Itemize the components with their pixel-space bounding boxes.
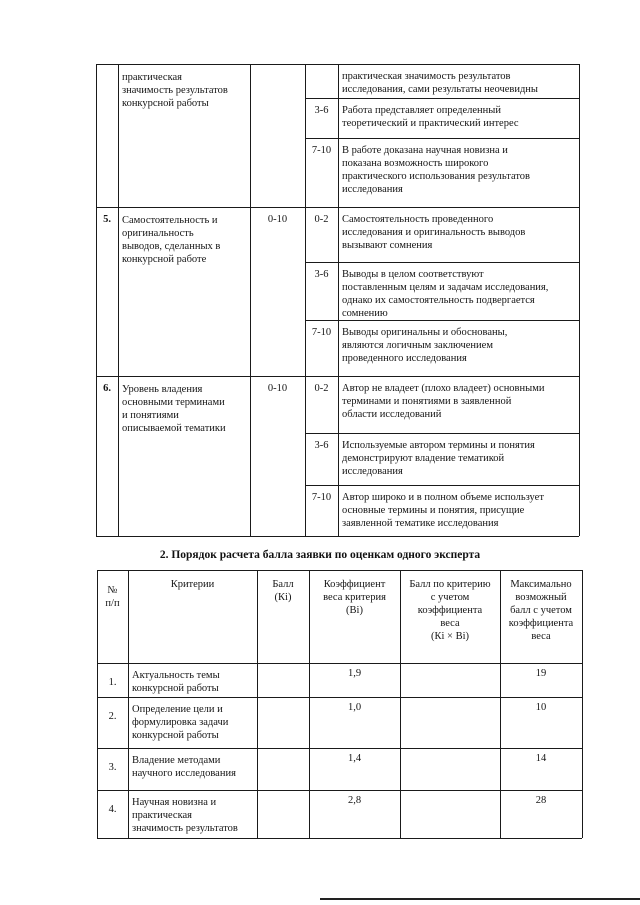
score-description-line: показана возможность широкого — [342, 158, 489, 169]
score-description-line: теоретический и практический интерес — [342, 118, 519, 129]
header-num-line: № — [107, 585, 118, 596]
score-description-line: Выводы в целом соответствуют — [342, 269, 484, 280]
max-score: 10 — [535, 702, 547, 713]
header-coefficient-line: (Вi) — [346, 605, 363, 616]
table2-hrule — [97, 570, 582, 571]
weight-coefficient: 1,0 — [347, 702, 362, 713]
sub-score: 0-2 — [314, 214, 329, 225]
criterion-name — [132, 754, 255, 780]
criterion-name-line: практическая — [132, 810, 192, 821]
score-description-line: являются логичным заключением — [342, 340, 493, 351]
table2-vline — [257, 570, 258, 838]
header-max-score-line: балл с учетом — [510, 605, 572, 616]
criterion-name-line: конкурсной работы — [122, 98, 209, 109]
score-description-line: практического использования результатов — [342, 171, 530, 182]
criterion-name-line: и понятиями — [122, 410, 179, 421]
row-number: 1. — [108, 677, 117, 688]
bottom-rule — [320, 898, 640, 900]
criterion-name-line: научного исследования — [132, 768, 236, 779]
header-max-score-line: Максимально — [510, 579, 572, 590]
score-description-line: В работе доказана научная новизна и — [342, 145, 508, 156]
header-score-line: Балл — [272, 579, 294, 590]
header-score-line: (Кi) — [274, 592, 292, 603]
row-number: 4. — [108, 804, 117, 815]
weight-coefficient: 2,8 — [347, 795, 362, 806]
criterion-name-line: конкурсной работы — [132, 683, 219, 694]
table2-vline — [97, 570, 98, 838]
table2-hrule — [97, 663, 582, 664]
header-num — [97, 584, 128, 610]
criterion-name-line: Определение цели и — [132, 704, 223, 715]
section-heading: 2. Порядок расчета балла заявки по оценкам одного эксперта — [159, 549, 481, 561]
max-score: 28 — [535, 795, 547, 806]
header-coefficient — [309, 578, 400, 617]
table2-hrule — [97, 838, 582, 839]
criterion-name-line: значимость результатов — [132, 823, 238, 834]
header-weighted-score-line: (Кi × Вi) — [430, 631, 469, 642]
criterion-name — [132, 796, 255, 835]
sub-score: 7-10 — [311, 327, 332, 338]
header-max-score — [500, 578, 582, 643]
header-weighted-score-line: Балл по критерию — [409, 579, 491, 590]
row-number: 3. — [108, 762, 117, 773]
score-range: 0-10 — [267, 214, 288, 225]
row-number: 5. — [103, 214, 111, 225]
header-weighted-score-line: коэффициента — [417, 605, 483, 616]
score-description-line: Используемые автором термины и понятия — [342, 440, 535, 451]
table2-hrule — [97, 790, 582, 791]
score-description-line: сомнению — [342, 308, 388, 319]
criterion-name-line: Владение методами — [132, 755, 221, 766]
criterion-name-line: формулировка задачи — [132, 717, 229, 728]
criterion-name-line: значимость результатов — [122, 85, 228, 96]
sub-score: 3-6 — [314, 440, 329, 451]
score-description-line: однако их самостоятельность подвергается — [342, 295, 535, 306]
header-weighted-score-line: с учетом — [430, 592, 470, 603]
criterion-name-line: оригинальность — [122, 228, 194, 239]
max-score: 14 — [535, 753, 547, 764]
header-criteria — [128, 578, 257, 591]
score-description-line: основные термины и понятия, присущие — [342, 505, 525, 516]
score-description-line: Самостоятельность проведенного — [342, 214, 494, 225]
score-description-line: Автор широко и в полном объеме использует — [342, 492, 544, 503]
header-coefficient-line: веса критерия — [323, 592, 386, 603]
score-description-line: Работа представляет определенный — [342, 105, 501, 116]
header-weighted-score-line: веса — [440, 618, 460, 629]
criterion-name-line: выводов, сделанных в — [122, 241, 221, 252]
header-max-score-line: возможный — [515, 592, 567, 603]
header-criteria-line: Критерии — [170, 579, 215, 590]
table2-vline — [582, 570, 583, 838]
score-description-line: заявленной тематике исследования — [342, 518, 499, 529]
score-description-line: исследования — [342, 466, 403, 477]
max-score: 19 — [535, 668, 547, 679]
score-range: 0-10 — [267, 383, 288, 394]
score-description-line: демонстрируют владение тематикой — [342, 453, 505, 464]
header-coefficient-line: Коэффициент — [323, 579, 386, 590]
table2-hrule — [97, 748, 582, 749]
sub-score: 7-10 — [311, 492, 332, 503]
score-description-line: исследования — [342, 184, 403, 195]
header-score — [257, 578, 309, 604]
criterion-name-line: Самостоятельность и — [122, 215, 218, 226]
row-number: 2. — [108, 711, 117, 722]
header-max-score-line: веса — [531, 631, 551, 642]
sub-score: 0-2 — [314, 383, 329, 394]
score-description-line: поставленным целям и задачам исследования, — [342, 282, 549, 293]
score-description-line: области исследований — [342, 409, 442, 420]
criterion-name-line: Научная новизна и — [132, 797, 217, 808]
score-description-line: исследования, сами результаты неочевидны — [342, 84, 538, 95]
weight-coefficient: 1,9 — [347, 668, 362, 679]
criterion-name-line: конкурсной работы — [132, 730, 219, 741]
criterion-name-line: описываемой тематики — [122, 423, 226, 434]
criterion-name-line: Актуальность темы — [132, 670, 220, 681]
header-max-score-line: коэффициента — [508, 618, 574, 629]
score-description-line: практическая значимость результатов — [342, 71, 511, 82]
score-description-line: вызывают сомнения — [342, 240, 433, 251]
table2-hrule — [97, 697, 582, 698]
header-num-line: п/п — [105, 598, 120, 609]
score-description-line: проведенного исследования — [342, 353, 467, 364]
score-description-line: Выводы оригинальны и обоснованы, — [342, 327, 508, 338]
criterion-name-line: Уровень владения — [122, 384, 203, 395]
score-description-line: Автор не владеет (плохо владеет) основными — [342, 383, 545, 394]
criterion-name-line: конкурсной работе — [122, 254, 207, 265]
criterion-name — [132, 669, 255, 695]
weight-coefficient: 1,4 — [347, 753, 362, 764]
sub-score: 3-6 — [314, 269, 329, 280]
score-description-line: исследования и оригинальность выводов — [342, 227, 526, 238]
criterion-name-line: практическая — [122, 72, 182, 83]
header-weighted-score — [400, 578, 500, 643]
table2-vline — [128, 570, 129, 838]
sub-score: 7-10 — [311, 145, 332, 156]
criterion-name — [132, 703, 255, 742]
score-description-line: терминами и понятиями в заявленной — [342, 396, 512, 407]
sub-score: 3-6 — [314, 105, 329, 116]
criterion-name-line: основными терминами — [122, 397, 225, 408]
row-number: 6. — [103, 383, 111, 394]
